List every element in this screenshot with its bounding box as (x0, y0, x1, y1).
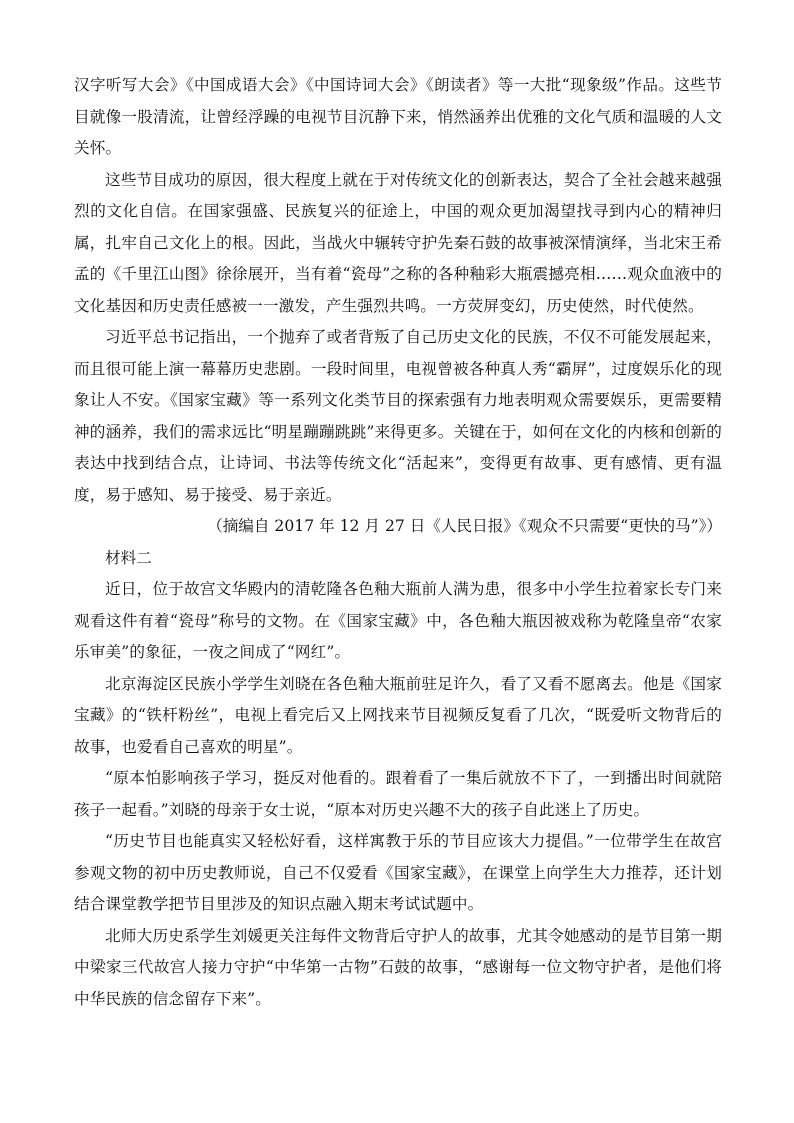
paragraph-material2-university: 北师大历史系学生刘媛更关注每件文物背后守护人的故事，尤其令她感动的是节目第一期中梁家三代故宫人接力守护“中华第一古物”石鼓的故事，“感谢每一位文物守护者，是他们将中华民族的信念留存下来”。 (74, 926, 722, 1008)
paragraph-material2-mother: “原本怕影响孩子学习，挺反对他看的。跟着看了一集后就放不下了，一到播出时间就陪孩子一起看。”刘晓的母亲于女士说，“原本对历史兴趣不大的孩子自此迷上了历史。 (74, 769, 722, 819)
paragraph-material2-teacher: “历史节目也能真实又轻松好看，这样寓教于乐的节目应该大力提倡。”一位带学生在故宫参观文物的初中历史教师说，自己不仅爱看《国家宝藏》，在课堂上向学生大力推荐，还计划结合课堂教学把节目里涉及的知识点融入期末考试试题中。 (74, 832, 722, 913)
paragraph-material1-reasons: 这些节目成功的原因，很大程度上就在于对传统文化的创新表达，契合了全社会越来越强烈的文化自信。在国家强盛、民族复兴的征途上，中国的观众更加渴望找寻到内心的精神归属，扎牢自己文化上的根。因此，当战火中辗转守护先秦石鼓的故事被深情演绎，当北宋王希孟的《千里江山图》徐徐展开，当有着“瓷母”之称的各种釉彩大瓶震撼亮相……观众血液中的文化基因和历史责任感被一一激发，产生强烈共鸣。一方荧屏变幻，历史使然，时代使然。 (74, 170, 722, 315)
paragraph-material2-student: 北京海淀区民族小学学生刘晓在各色釉大瓶前驻足许久，看了又看不愿离去。他是《国家宝藏》的“铁杆粉丝”，电视上看完后又上网找来节目视频反复看了几次，“既爱听文物背后的故事，也爱看自己喜欢的明星”。 (74, 674, 722, 756)
document-body (74, 70, 722, 1015)
paragraph-material1-continuation: 汉字听写大会》《中国成语大会》《中国诗词大会》《朗读者》等一大批“现象级”作品。这些节目就像一股清流，让曾经浮躁的电视节目沉静下来，悄然涵养出优雅的文化气质和温暖的人文关怀。 (74, 76, 722, 157)
paragraph-material1-quote: 习近平总书记指出，一个抛弃了或者背叛了自己历史文化的民族，不仅不可能发展起来，而且很可能上演一幕幕历史悲剧。一段时间里，电视曾被各种真人秀“霸屏”，过度娱乐化的现象让人不安。《国家宝藏》等一系列文化类节目的探索强有力地表明观众需要娱乐，更需要精神的涵养，我们的需求远比“明星蹦蹦跳跳”来得更多。关键在于，如何在文化的内核和创新的表达中找到结合点，让诗词、书法等传统文化“活起来”，变得更有故事、更有感情、更有温度，易于感知、易于接受、易于亲近。 (74, 328, 722, 504)
section-label-material2: 材料二 (105, 548, 152, 567)
paragraph-material2-intro: 近日，位于故宫文华殿内的清乾隆各色釉大瓶前人满为患，很多中小学生拉着家长专门来观看这件有着“瓷母”称号的文物。在《国家宝藏》中，各色釉大瓶因被戏称为乾隆皇帝“农家乐审美”的象征，一夜之间成了“网红”。 (74, 580, 722, 661)
source-citation: （摘编自 2017 年 12 月 27 日《人民日报》《观众不只需要“更快的马”》） (207, 517, 722, 535)
